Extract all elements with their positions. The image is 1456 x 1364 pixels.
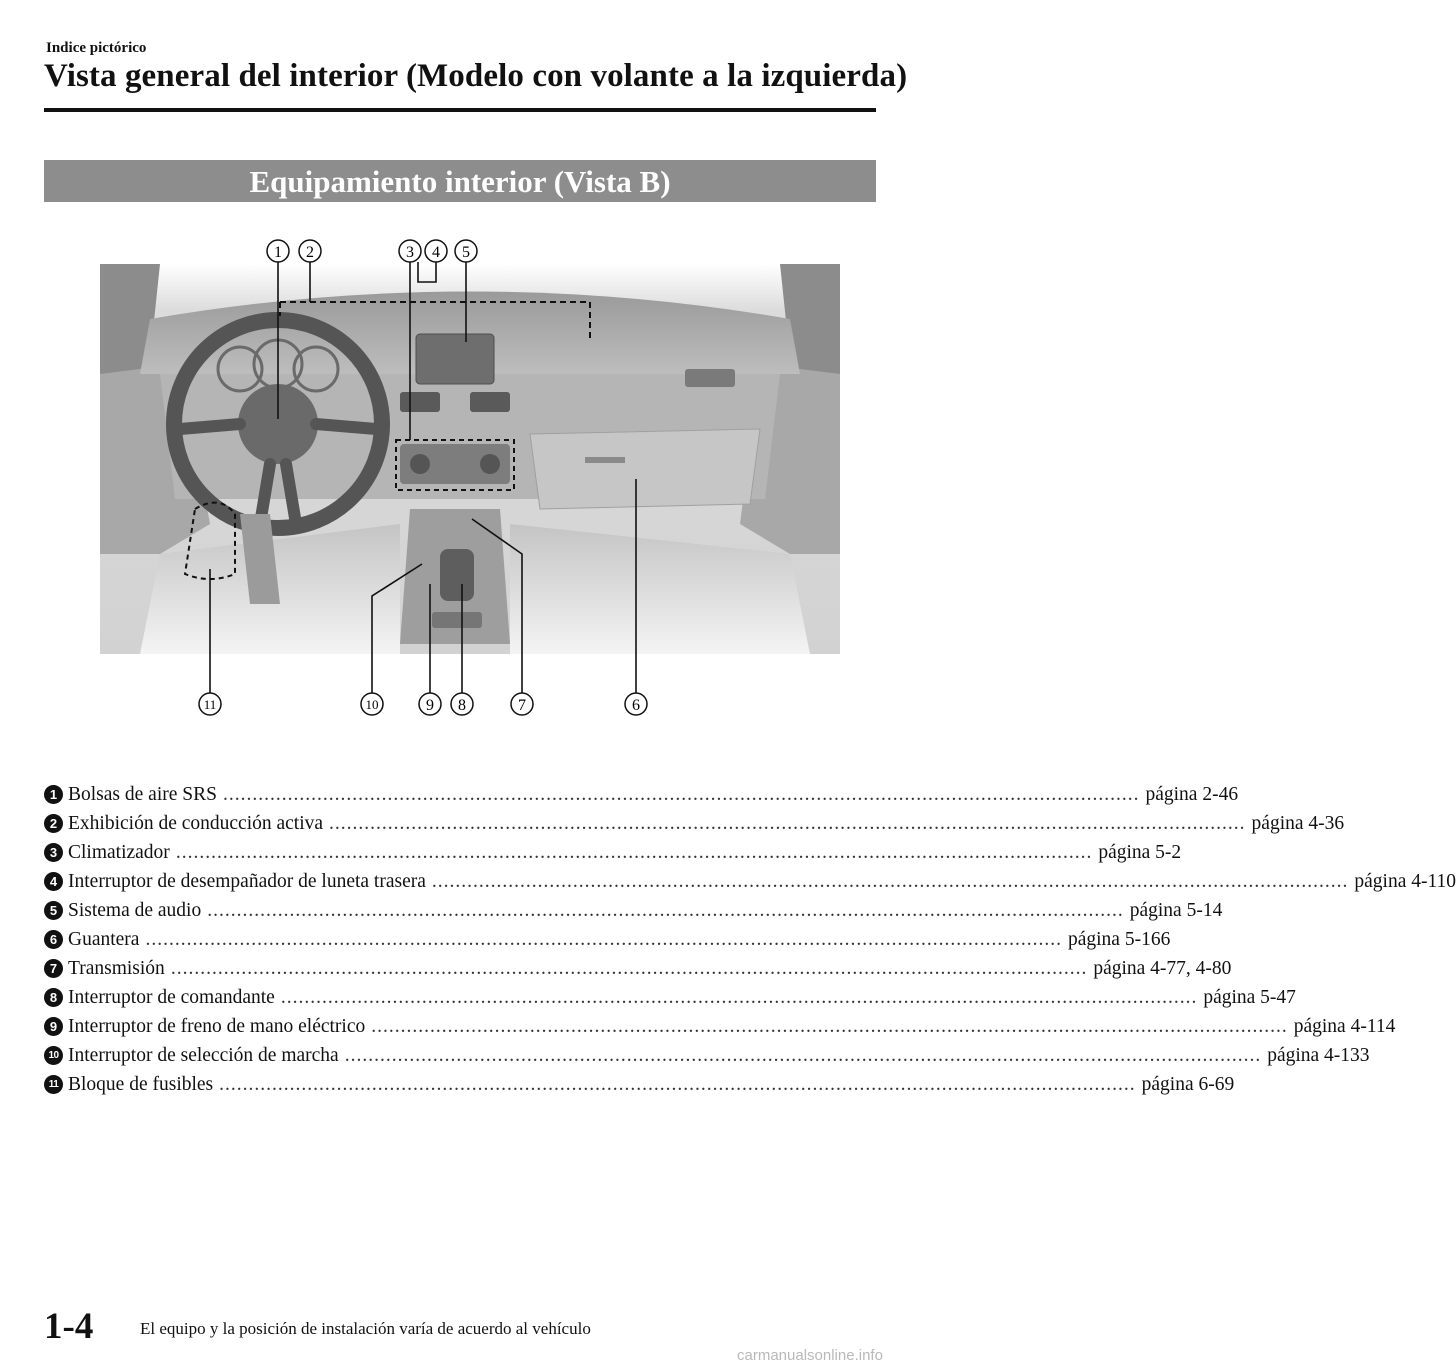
page-reference: página 4-36 [1251,812,1345,834]
leader-dots: ............................................................................................................................................................ [207,899,1124,921]
section-banner: Equipamiento interior (Vista B) [44,160,876,202]
legend-item [44,983,1296,1012]
page-reference: página 6-69 [1141,1073,1235,1095]
page-reference: página 4-133 [1267,1044,1370,1066]
svg-text:6: 6 [632,697,640,714]
item-number-badge: 10 [44,1046,63,1065]
legend-item [44,925,1171,954]
page-reference: página 5-47 [1203,986,1296,1008]
page-reference: página 5-2 [1098,841,1182,863]
center-display [416,334,494,384]
leader-dots: ............................................................................................................................................................ [329,812,1246,834]
item-legend [44,780,1456,1099]
page-reference: página 4-114 [1293,1015,1396,1037]
callout-5 [455,240,477,262]
svg-text:2: 2 [306,244,314,261]
item-label: Interruptor de freno de mano eléctrico [68,1015,366,1037]
glovebox [530,429,760,509]
leader-dots: ............................................................................................................................................................ [344,1044,1262,1066]
watermark: carmanualsonline.info [737,1347,883,1364]
svg-text:1: 1 [274,244,282,261]
legend-item [44,780,1239,809]
dashboard-illustration [100,224,840,734]
svg-text:11: 11 [203,697,217,712]
interior-figure [100,224,840,734]
callout-7 [511,693,533,715]
svg-text:10: 10 [365,697,379,712]
item-number-badge: 3 [44,843,63,862]
glovebox-handle [585,457,625,463]
leader-dots: ............................................................................................................................................................ [222,783,1140,805]
item-number-badge: 11 [44,1075,63,1094]
item-label: Interruptor de selección de marcha [68,1044,339,1066]
svg-text:5: 5 [462,244,470,261]
item-label: Sistema de audio [68,899,202,921]
item-label: Guantera [68,928,140,950]
callout-10 [361,693,383,715]
item-label: Transmisión [68,957,165,979]
center-vent-left [400,392,440,412]
leader-dots: ............................................................................................................................................................ [371,1015,1288,1037]
svg-text:7: 7 [518,697,526,714]
leader-dots: ............................................................................................................................................................ [219,1073,1136,1095]
item-number-badge: 2 [44,814,63,833]
item-number-badge: 7 [44,959,63,978]
item-number-badge: 6 [44,930,63,949]
callout-3 [399,240,421,262]
passenger-vent [685,369,735,387]
climate-knob-right [480,454,500,474]
section-label: Indice pictórico [46,40,147,56]
callout-8 [451,693,473,715]
page-reference: página 5-166 [1067,928,1171,950]
item-label: Bolsas de aire SRS [68,783,217,805]
commander-switch-area [432,612,482,628]
page-number: 1-4 [44,1306,94,1347]
callout-1 [267,240,289,262]
item-number-badge: 5 [44,901,63,920]
legend-item [44,809,1345,838]
leader-dots: ............................................................................................................................................................ [175,841,1093,863]
legend-item [44,954,1232,983]
center-vent-right [470,392,510,412]
leader-dots: ............................................................................................................................................................ [145,928,1062,950]
item-number-badge: 9 [44,1017,63,1036]
legend-item [44,867,1456,896]
svg-text:9: 9 [426,697,434,714]
svg-text:8: 8 [458,697,466,714]
legend-item [44,1070,1235,1099]
legend-item [44,838,1182,867]
gear-shifter [440,549,474,601]
item-label: Climatizador [68,841,170,863]
page-reference: página 5-14 [1129,899,1223,921]
callout-11 [199,693,221,715]
legend-item [44,1012,1396,1041]
climate-knob-left [410,454,430,474]
callout-9 [419,693,441,715]
page-reference: página 4-77, 4-80 [1093,957,1232,979]
item-label: Interruptor de desempañador de luneta trasera [68,870,426,892]
item-label: Interruptor de comandante [68,986,275,1008]
callout-2 [299,240,321,262]
page-reference: página 2-46 [1145,783,1239,805]
leader-dots: ............................................................................................................................................................ [170,957,1088,979]
footer-note: El equipo y la posición de instalación varía de acuerdo al vehículo [140,1319,591,1338]
legend-item [44,896,1223,925]
title-rule [44,108,876,112]
item-label: Bloque de fusibles [68,1073,214,1095]
callout-4 [425,240,447,262]
item-label: Exhibición de conducción activa [68,812,324,834]
svg-text:3: 3 [406,244,414,261]
page-reference: página 4-110 [1354,870,1456,892]
item-number-badge: 8 [44,988,63,1007]
callout-6 [625,693,647,715]
item-number-badge: 1 [44,785,63,804]
leader-dots: ............................................................................................................................................................ [431,870,1349,892]
svg-text:4: 4 [432,244,440,261]
page-title: Vista general del interior (Modelo con volante a la izquierda) [44,58,908,94]
leader-dots: ............................................................................................................................................................ [280,986,1198,1008]
legend-item [44,1041,1370,1070]
item-number-badge: 4 [44,872,63,891]
